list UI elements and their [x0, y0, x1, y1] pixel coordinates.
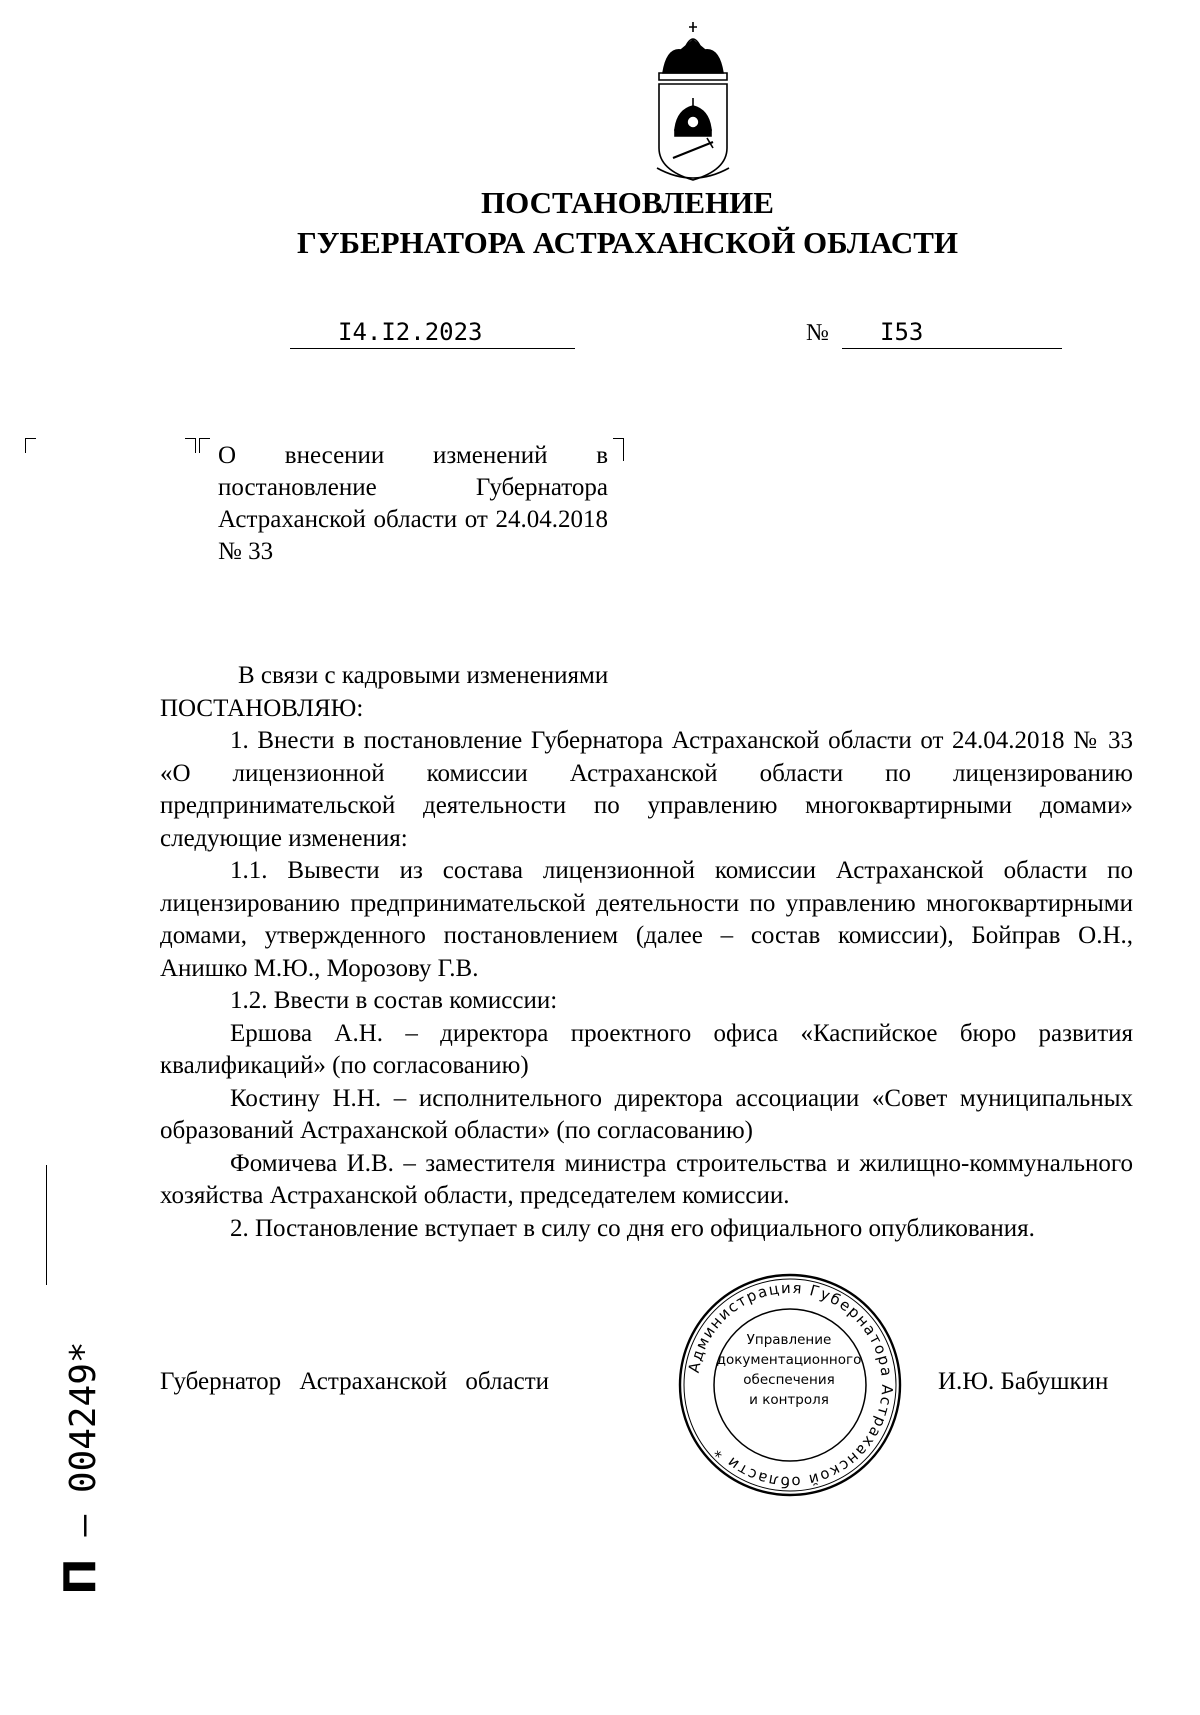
paragraph-2: 2. Постановление вступает в силу со дня его официального опубликования. [230, 1214, 1035, 1242]
document-subject: О внесении изменений в постановление Губернатора Астраханской области от 24.04.2018 № 33 [218, 442, 608, 565]
seal-line: Управление [746, 1332, 832, 1348]
issuer-title: ГУБЕРНАТОРА АСТРАХАНСКОЙ ОБЛАСТИ [296, 225, 959, 260]
seal-line: и контроля [749, 1392, 829, 1408]
document-number: I53 [880, 318, 924, 346]
document-type-title: ПОСТАНОВЛЕНИЕ [481, 185, 774, 220]
seal-center-text [716, 1330, 862, 1410]
seal-line: документационного [716, 1352, 862, 1368]
margin-corner-mark [25, 438, 36, 453]
subject-bracket-left-outer [185, 438, 196, 453]
document-date-field [290, 318, 575, 349]
signer-title: Губернатор Астраханской области [160, 1368, 550, 1395]
registration-number [55, 1341, 106, 1595]
signer-name: И.Ю. Бабушкин [938, 1368, 1109, 1395]
registration-code: – 004249* [63, 1341, 104, 1537]
number-sign: № [806, 320, 829, 346]
seal-ring-text: Администрация Губернатора Астраханской области * [684, 1278, 897, 1492]
decree-word: ПОСТАНОВЛЯЮ: [160, 694, 364, 722]
subject-bracket-left [199, 438, 210, 453]
document-date: I4.I2.2023 [338, 318, 483, 346]
coat-of-arms-emblem [645, 18, 741, 188]
preamble: В связи с кадровыми изменениями [238, 662, 609, 689]
member-kostina: Костину Н.Н. – исполнительного директора ассоциации «Совет муниципальных образований Астраханской области» (по согласованию) [160, 1084, 1133, 1144]
document-body [160, 660, 1133, 1245]
registration-prefix: П [55, 1558, 106, 1595]
paragraph-1-1: 1.1. Вывести из состава лицензионной комиссии Астраханской области по лицензированию предпринимательской деятельности по управлению многоквартирными домами, утвержденного постановлением (далее – состав комиссии), Бойправ О.Н., Анишко М.Ю., Морозову Г.В. [160, 857, 1133, 982]
paragraph-1-2: 1.2. Ввести в состав комиссии: [230, 987, 558, 1014]
document-number-field [842, 318, 1062, 349]
member-fomichev: Фомичева И.В. – заместителя министра строительства и жилищно-коммунального хозяйства Астраханской области, председателем комиссии. [160, 1149, 1133, 1209]
subject-bracket-right [613, 438, 624, 461]
seal-line: обеспечения [743, 1372, 835, 1388]
margin-line [46, 1165, 47, 1285]
paragraph-1: 1. Внести в постановление Губернатора Астраханской области от 24.04.2018 № 33 «О лицензионной комиссии Астраханской области по лицензированию предпринимательской деятельности по управлению многоквартирными домами» следующие изменения: [160, 727, 1133, 852]
member-ershov: Ершова А.Н. – директора проектного офиса «Каспийское бюро развития квалификаций» (по согласованию) [160, 1019, 1133, 1079]
